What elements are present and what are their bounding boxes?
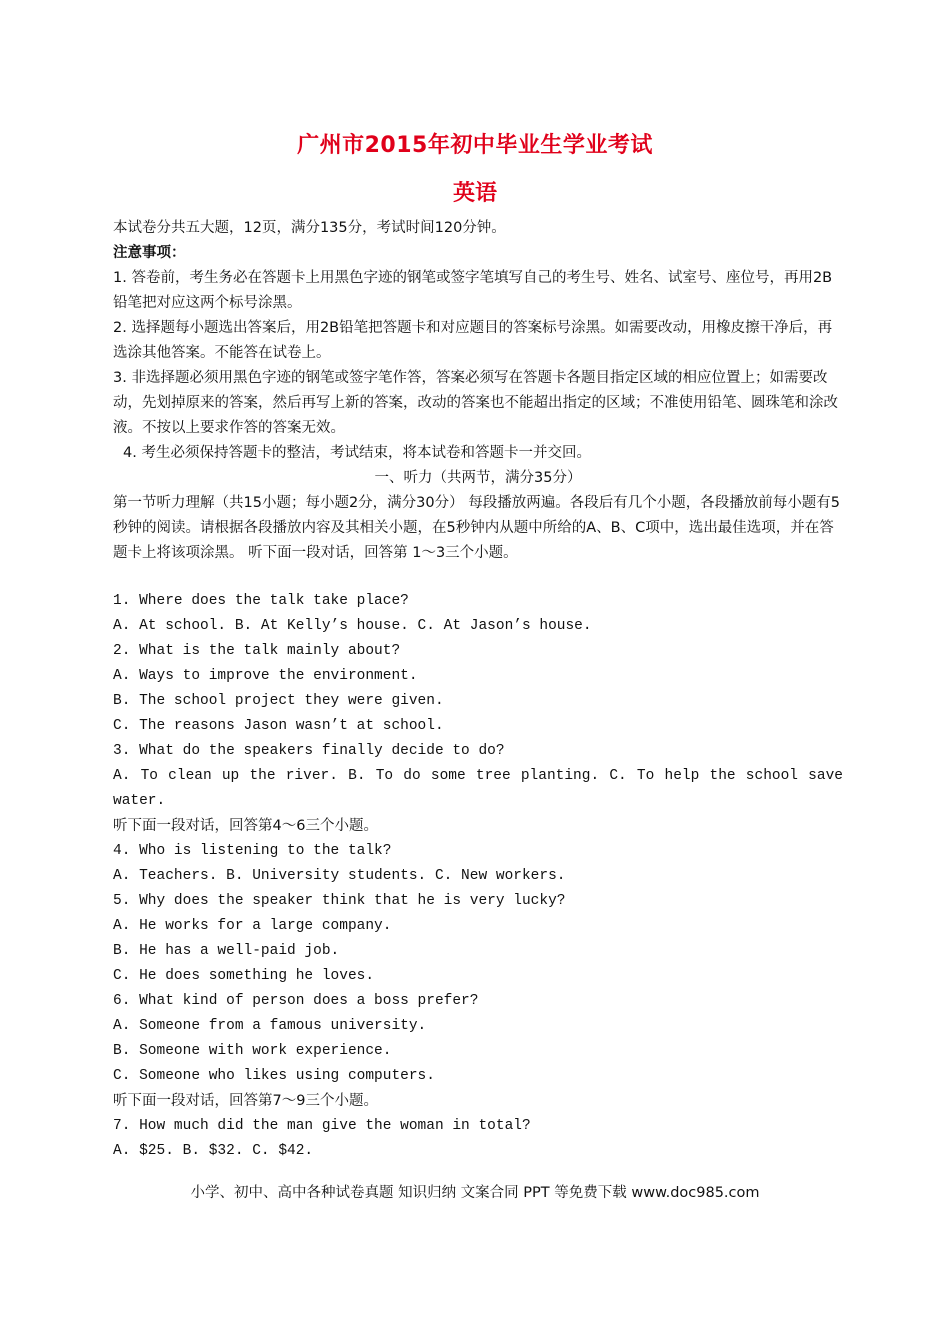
question-line: water. bbox=[113, 793, 166, 809]
note-item: 2. 选择题每小题选出答案后，用2B铅笔把答题卡和对应题目的答案标号涂黑。如需要改动，用橡皮擦干净后，再选涂其他答案。不能答在试卷上。 bbox=[113, 320, 833, 361]
footer-text: 小学、初中、高中各种试卷真题 知识归纳 文案合同 PPT 等免费下载 www.doc985.com bbox=[190, 1185, 760, 1201]
question-line: B. The school project they were given. bbox=[113, 693, 444, 709]
question-line: C. Someone who likes using computers. bbox=[113, 1068, 435, 1084]
question-line: A. At school. B. At Kelly’s house. C. At Jason’s house. bbox=[113, 618, 592, 634]
question-line: C. The reasons Jason wasn’t at school. bbox=[113, 718, 444, 734]
exam-instructions bbox=[113, 216, 843, 566]
question-line: B. Someone with work experience. bbox=[113, 1043, 392, 1059]
question-line: B. He has a well-paid job. bbox=[113, 943, 340, 959]
exam-subject: 英语 bbox=[452, 181, 497, 206]
question-line: 7. How much did the man give the woman in total? bbox=[113, 1118, 531, 1134]
question-list bbox=[113, 589, 843, 1164]
question-line: A. $25. B. $32. C. $42. bbox=[113, 1143, 314, 1159]
section-heading: 一、听力（共两节，满分35分） bbox=[374, 470, 582, 486]
question-line: 5. Why does the speaker think that he is very lucky? bbox=[113, 893, 566, 909]
question-line: A. To clean up the river. B. To do some tree planting. C. To help the school save bbox=[113, 768, 843, 784]
question-line: 3. What do the speakers finally decide to do? bbox=[113, 743, 505, 759]
question-line: A. Ways to improve the environment. bbox=[113, 668, 418, 684]
note-item: 3. 非选择题必须用黑色字迹的钢笔或签字笔作答，答案必须写在答题卡各题目指定区域的相应位置上；如需要改动，先划掉原来的答案，然后再写上新的答案，改动的答案也不能超出指定的区域；不准使用铅笔、圆珠笔和涂改液。不按以上要求作答的答案无效。 bbox=[113, 370, 838, 436]
section-instructions: 第一节听力理解（共15小题；每小题2分，满分30分） 每段播放两遍。各段后有几个小题，各段播放前每小题有5秒钟的阅读。请根据各段播放内容及其相关小题，在5秒钟内从题中所给的A、B、C项中，选出最佳选项，并在答题卡上将该项涂黑。 听下面一段对话，回答第 1～3三个小题。 bbox=[113, 495, 840, 561]
listening-instruction: 听下面一段对话，回答第4～6三个小题。 bbox=[113, 818, 378, 834]
question-line: 6. What kind of person does a boss prefer? bbox=[113, 993, 479, 1009]
question-line: 4. Who is listening to the talk? bbox=[113, 843, 392, 859]
question-line: A. He works for a large company. bbox=[113, 918, 392, 934]
exam-summary: 本试卷分共五大题，12页，满分135分，考试时间120分钟。 bbox=[113, 220, 506, 236]
question-line: A. Teachers. B. University students. C. New workers. bbox=[113, 868, 566, 884]
exam-title: 广州市2015年初中毕业生学业考试 bbox=[297, 133, 653, 158]
note-item: 4. 考生必须保持答题卡的整洁，考试结束，将本试卷和答题卡一并交回。 bbox=[123, 445, 591, 461]
notes-heading: 注意事项： bbox=[113, 245, 186, 261]
question-line: 2. What is the talk mainly about? bbox=[113, 643, 401, 659]
note-item: 1. 答卷前，考生务必在答题卡上用黑色字迹的钢笔或签字笔填写自己的考生号、姓名、试室号、座位号，再用2B铅笔把对应这两个标号涂黑。 bbox=[113, 270, 833, 311]
question-line: C. He does something he loves. bbox=[113, 968, 375, 984]
listening-instruction: 听下面一段对话，回答第7～9三个小题。 bbox=[113, 1093, 378, 1109]
question-line: A. Someone from a famous university. bbox=[113, 1018, 427, 1034]
question-line: 1. Where does the talk take place? bbox=[113, 593, 409, 609]
